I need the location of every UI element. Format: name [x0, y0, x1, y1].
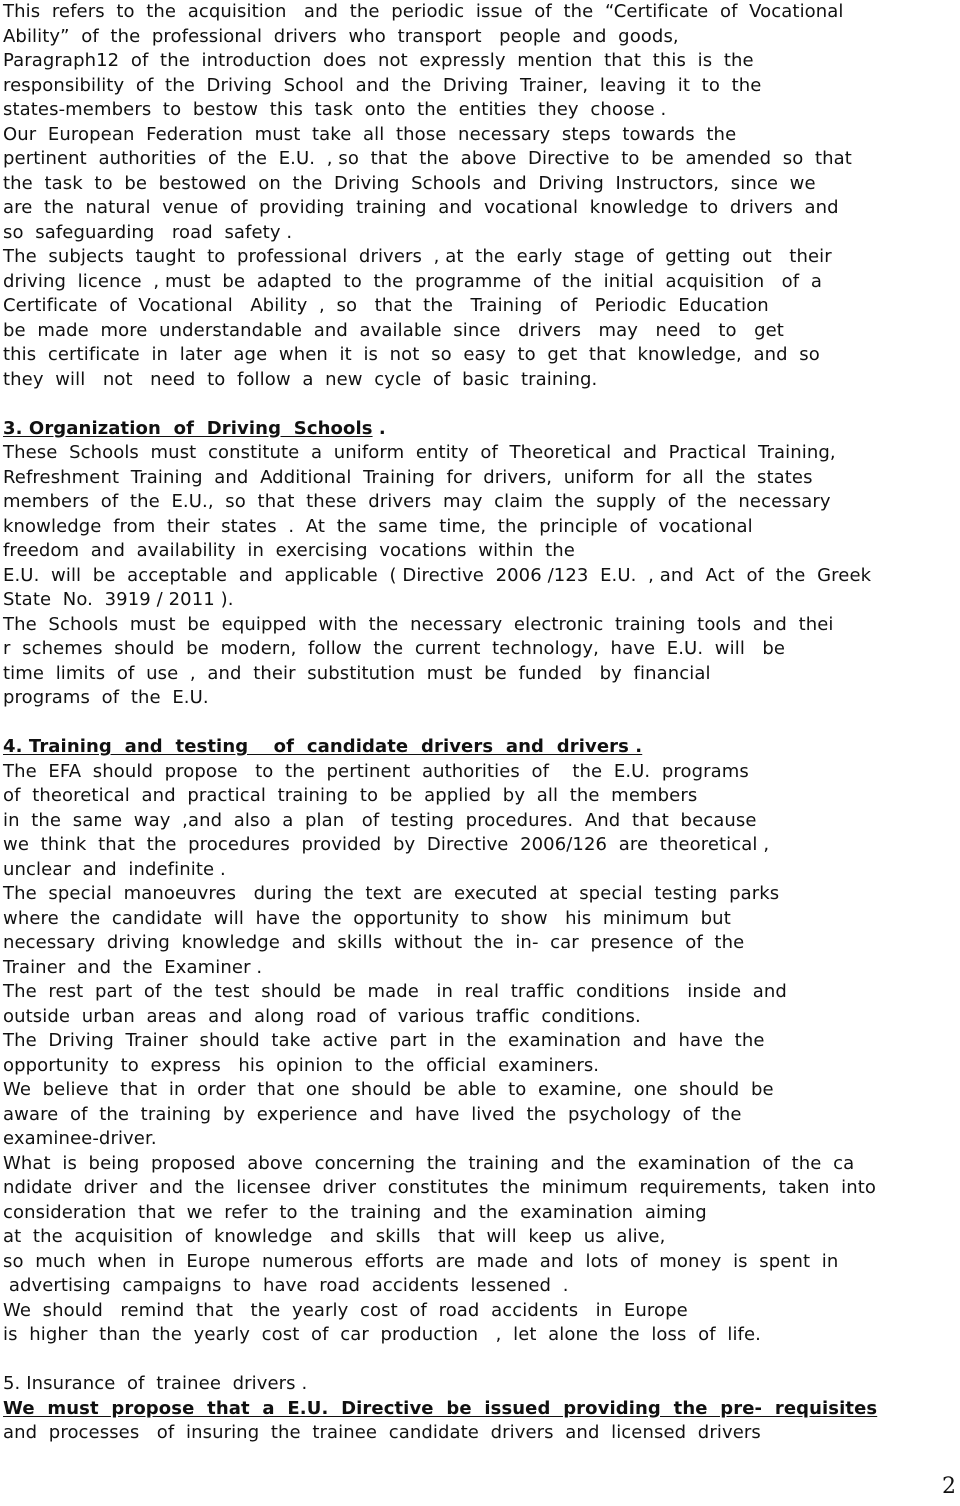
text-line: members of the E.U., so that these drivers may claim the supply of the necessary	[3, 491, 831, 512]
text-line: examinee-driver.	[3, 1128, 157, 1149]
text-line: Ability” of the professional drivers who transport people and goods,	[3, 25, 679, 47]
text-line: The Schools must be equipped with the necessary electronic training tools and thei	[3, 613, 834, 635]
text-line: are the natural venue of providing training and vocational knowledge to drivers and	[3, 197, 839, 218]
text-line: is higher than the yearly cost of car production , let alone the loss of life.	[3, 1324, 761, 1345]
text-line: Paragraph12 of the introduction does not expressly mention that this is the	[3, 50, 754, 71]
text-line: The subjects taught to professional drivers , at the early stage of getting out their	[3, 246, 832, 267]
text-line: be made more understandable and available since drivers may need to get	[3, 319, 784, 341]
text-line: State No. 3919 / 2011 ).	[3, 589, 234, 610]
text-line: pertinent authorities of the E.U. , so that the above Directive to be amended so that	[3, 148, 852, 169]
text-line: outside urban areas and along road of various traffic conditions.	[3, 1005, 641, 1027]
text-line: the task to be bestowed on the Driving Schools and Driving Instructors, since we	[3, 172, 816, 194]
text-line: necessary driving knowledge and skills without the in- car presence of the	[3, 932, 745, 953]
text-line: and processes of insuring the trainee candidate drivers and licensed drivers	[3, 1422, 761, 1443]
section-3-heading	[3, 417, 386, 441]
text-line: of theoretical and practical training to be applied by all the members	[3, 785, 698, 806]
heading-text: 4. Training and testing of candidate drivers and drivers .	[3, 736, 643, 757]
text-line: advertising campaigns to have road accidents lessened .	[3, 1275, 569, 1296]
text-line: The special manoeuvres during the text are executed at special testing parks	[3, 883, 780, 904]
text-line: unclear and indefinite .	[3, 858, 226, 880]
text-line: The Driving Trainer should take active part in the examination and have the	[3, 1030, 765, 1051]
text-line: this certificate in later age when it is not so easy to get that knowledge, and so	[3, 344, 820, 365]
text-line: time limits of use , and their substitution must be funded by financial	[3, 662, 711, 684]
text-line: Our European Federation must take all those necessary steps towards the	[3, 123, 737, 145]
text-line: so safeguarding road safety .	[3, 221, 293, 243]
text-line: Trainer and the Examiner .	[3, 956, 263, 978]
text-line: driving licence , must be adapted to the programme of the initial acquisition of a	[3, 270, 822, 292]
text-line: we think that the procedures provided by Directive 2006/126 are theoretical ,	[3, 834, 770, 855]
text-line: in the same way ,and also a plan of testing procedures. And that because	[3, 809, 757, 831]
text-line: at the acquisition of knowledge and skills that will keep us alive,	[3, 1226, 666, 1247]
section-4-heading	[3, 735, 642, 759]
text-line: Refreshment Training and Additional Training for drivers, uniform for all the states	[3, 466, 813, 488]
text-line: r schemes should be modern, follow the current technology, have E.U. will be	[3, 638, 786, 659]
text-line: consideration that we refer to the training and the examination aiming	[3, 1201, 707, 1223]
text-line: opportunity to express his opinion to the official examiners.	[3, 1054, 600, 1076]
text-line: where the candidate will have the opportunity to show his minimum but	[3, 907, 731, 929]
text-line: We believe that in order that one should be able to examine, one should be	[3, 1079, 774, 1100]
text-line: What is being proposed above concerning the training and the examination of the ca	[3, 1152, 855, 1174]
text-line: The EFA should propose to the pertinent authorities of the E.U. programs	[3, 760, 749, 782]
heading-text: 3. Organization of Driving Schools	[3, 417, 373, 439]
text-line: 5. Insurance of trainee drivers .	[3, 1373, 308, 1394]
text-line: This refers to the acquisition and the periodic issue of the “Certificate of Vocational	[3, 1, 844, 22]
text-line: E.U. will be acceptable and applicable ( Directive 2006 /123 E.U. , and Act of the Greek	[3, 564, 872, 586]
text-line: ndidate driver and the licensee driver constitutes the minimum requirements, taken into	[3, 1177, 877, 1198]
text-line: The rest part of the test should be made in real traffic conditions inside and	[3, 981, 787, 1002]
text-line: freedom and availability in exercising vocations within the	[3, 540, 575, 561]
heading-suffix: .	[372, 417, 386, 439]
page-number: 2	[942, 1474, 956, 1499]
text-line: aware of the training by experience and have lived the psychology of the	[3, 1103, 742, 1125]
text-line: states-members to bestow this task onto the entities they choose .	[3, 99, 667, 120]
section-5-heading	[3, 1397, 877, 1421]
heading-text: We must propose that a E.U. Directive be issued providing the pre- requisites	[3, 1397, 878, 1419]
text-line: programs of the E.U.	[3, 687, 209, 708]
text-line: These Schools must constitute a uniform entity of Theoretical and Practical Training,	[3, 442, 836, 463]
text-line: knowledge from their states . At the same time, the principle of vocational	[3, 515, 753, 537]
text-line: so much when in Europe numerous efforts are made and lots of money is spent in	[3, 1250, 839, 1272]
text-line: they will not need to follow a new cycle of basic training.	[3, 368, 598, 390]
text-line: Certificate of Vocational Ability , so that the Training of Periodic Education	[3, 295, 769, 316]
text-line: We should remind that the yearly cost of road accidents in Europe	[3, 1299, 688, 1321]
text-line: responsibility of the Driving School and the Driving Trainer, leaving it to the	[3, 74, 762, 96]
